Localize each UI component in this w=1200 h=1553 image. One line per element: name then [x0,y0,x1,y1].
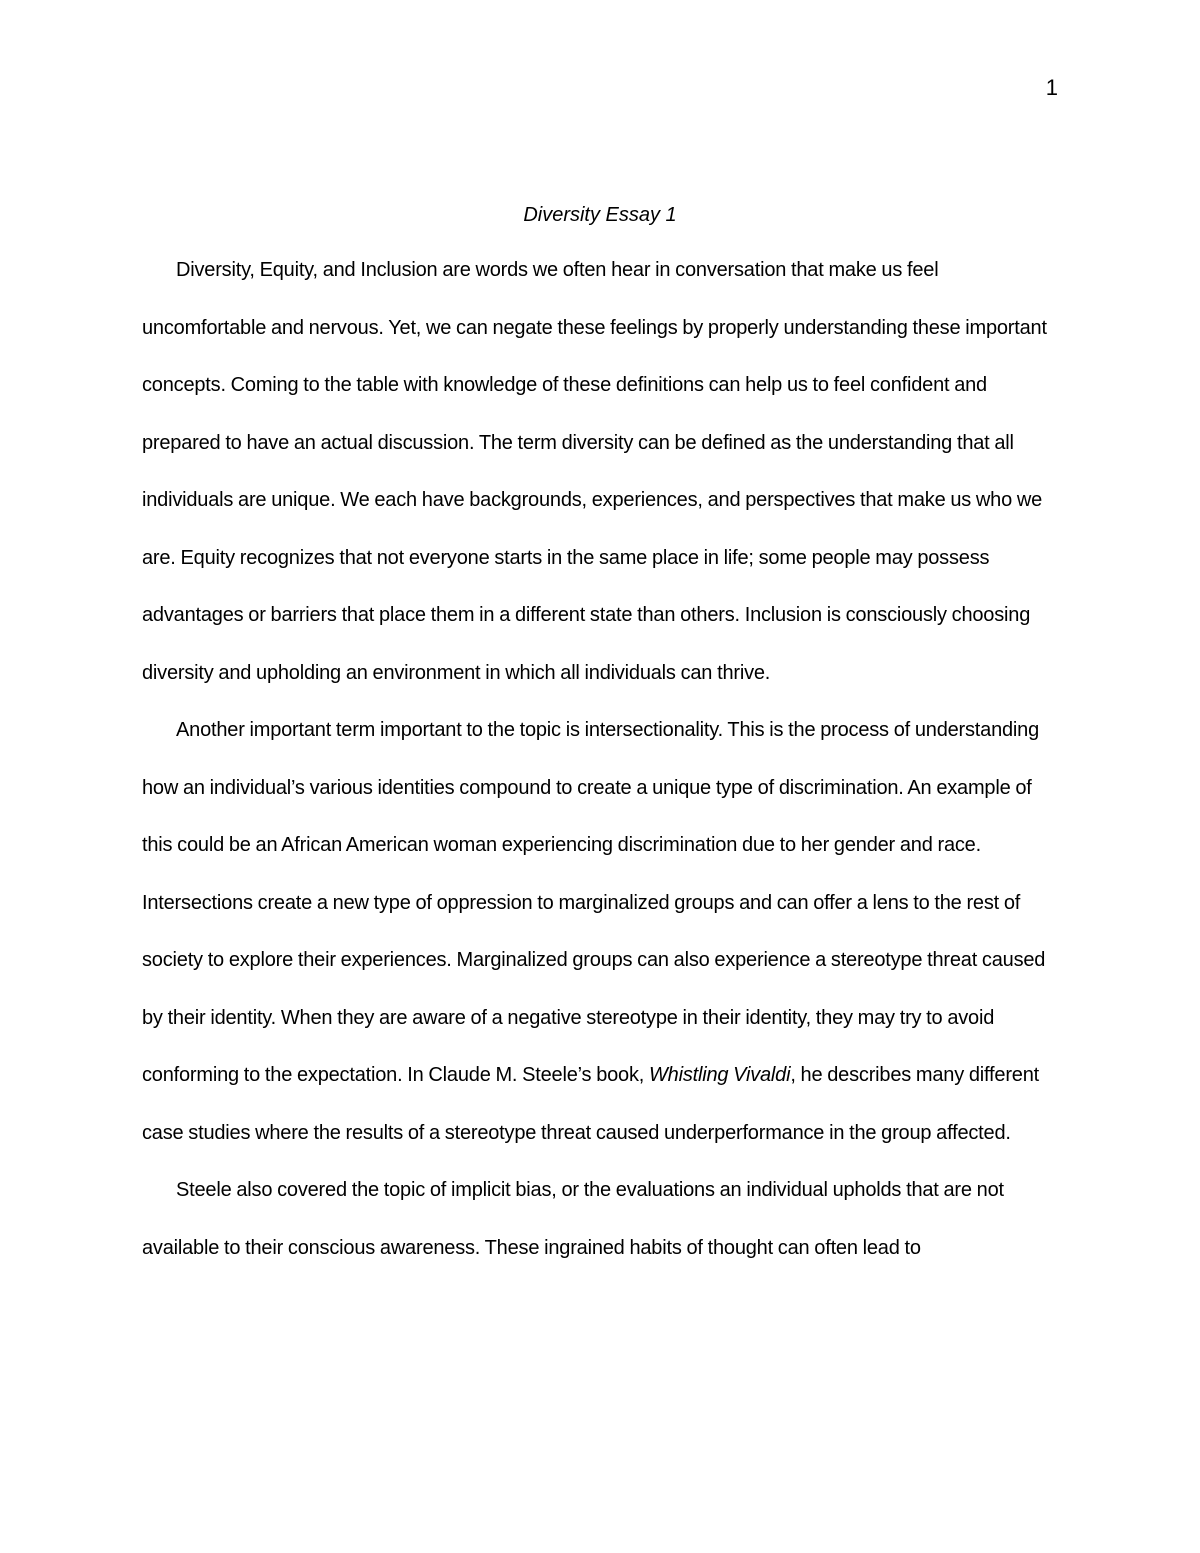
essay-title: Diversity Essay 1 [523,204,677,226]
paragraph-1: Diversity, Equity, and Inclusion are words we often hear in conversation that make us feel uncomfortable and nervous. Yet, we can negate these feelings by properly understanding these important concepts. Coming to the table with knowledge of these definitions can help us to feel confident and prepared to have an actual discussion. The term diversity can be defined as the understanding that all individuals are unique. We each have backgrounds, experiences, and perspectives that make us who we are. Equity recognizes that not everyone starts in the same place in life; some people may possess advantages or barriers that place them in a different state than others. Inclusion is consciously choosing diversity and upholding an environment in which all individuals can thrive. [142,259,1047,684]
paragraph-2-text: Another important term important to the topic is intersectionality. This is the process of understanding how an individual’s various identities compound to create a unique type of discrimination. An example of this could be an African American woman experiencing discrimination due to her gender and race. Intersections create a new type of oppression to marginalized groups and can offer a lens to the rest of society to explore their experiences. Marginalized groups can also experience a stereotype threat caused by their identity. When they are aware of a negative stereotype in their identity, they may try to avoid conforming to the expectation. In Claude M. Steele’s book, [142,719,1046,1086]
book-title: Whistling Vivaldi [648,1064,791,1086]
paragraph-2-text-after: , he describes many different case studies where the results of a stereotype threat caused underperformance in the group affected. [142,1064,1039,1144]
paragraph-3: Steele also covered the topic of implicit bias, or the evaluations an individual upholds that are not available to their conscious awareness. These ingrained habits of thought can often lead to [142,1179,1004,1259]
page-number: 1 [1045,75,1058,100]
essay-body [142,242,1064,1277]
paragraph-2 [142,702,1064,1162]
